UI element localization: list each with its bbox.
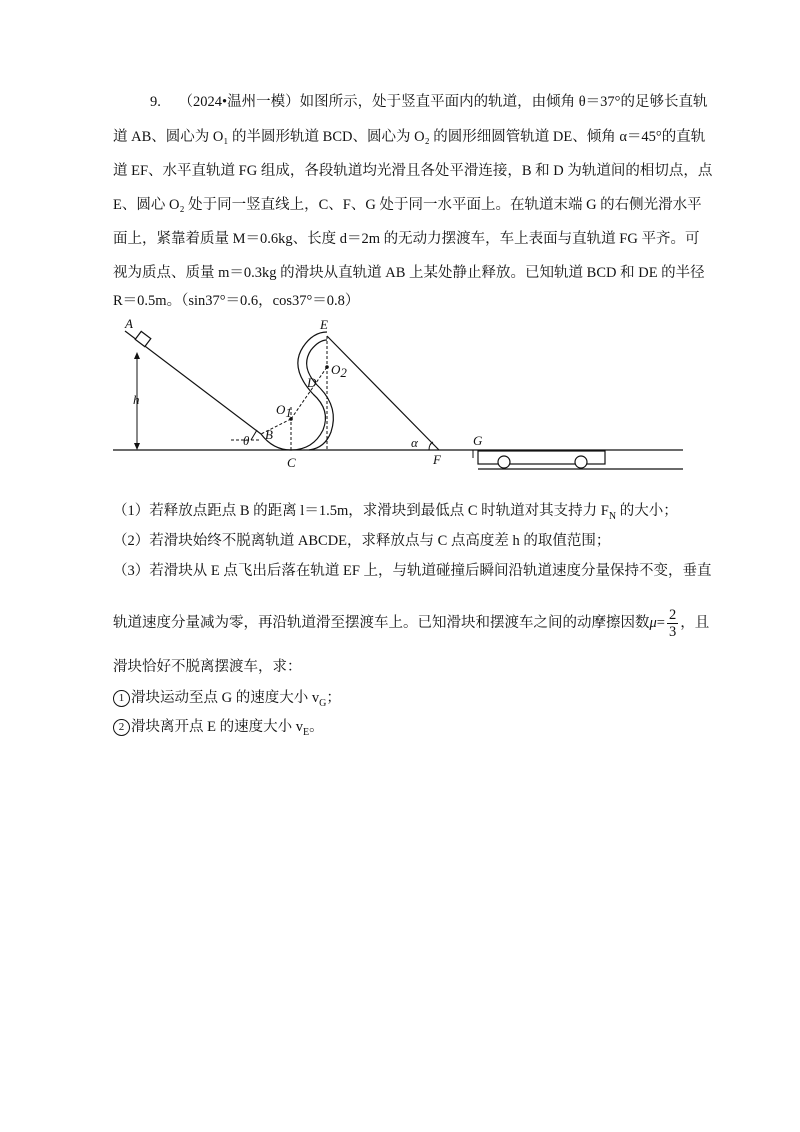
fraction-denominator: 3	[668, 624, 677, 641]
sub-question-1-sub: G	[319, 697, 327, 709]
problem-line-2: 道 AB、圆心为 O₁ 的半圆形轨道 BCD、圆心为 O₂ 的圆形细圆管轨道 DE、倾角 α＝45°的直轨	[113, 129, 706, 145]
circled-two-icon: 2	[113, 719, 130, 736]
label-g: G	[473, 433, 483, 448]
problem-number: 9.	[150, 94, 161, 110]
label-theta: θ	[243, 433, 250, 448]
sub-question-1	[113, 688, 341, 714]
inner-wall	[309, 388, 333, 450]
label-o1	[276, 402, 292, 420]
question-1	[113, 501, 678, 527]
label-o1-sub: 1	[285, 405, 292, 420]
label-a: A	[125, 316, 133, 331]
label-h: h	[133, 392, 140, 407]
question-3-line-2-post: ，且	[680, 615, 710, 631]
problem-line-1	[150, 92, 707, 112]
theta-arc	[251, 430, 257, 440]
fraction-numerator: 2	[668, 607, 677, 624]
center-o2	[325, 365, 329, 369]
sub-question-2	[113, 717, 324, 743]
problem-line-7: R＝0.5m。（sin37°＝0.6，cos37°＝0.8）	[113, 293, 360, 309]
label-c: C	[287, 455, 296, 470]
circled-one-icon: 1	[113, 690, 130, 707]
cart-wheel-left	[498, 456, 510, 468]
sub-question-2-end: 。	[309, 719, 324, 735]
height-arrow-top	[134, 352, 140, 359]
question-1-end: 的大小；	[616, 503, 678, 519]
problem-line-3: 道 EF、水平直轨道 FG 组成，各段轨道均光滑且各处平滑连接，B 和 D 为轨道间的相切点，点	[113, 163, 713, 179]
label-o1-letter: O	[276, 402, 286, 417]
sub-question-2-text: 滑块离开点 E 的速度大小 v	[131, 719, 303, 735]
problem-line-4: E、圆心 O₂ 处于同一竖直线上，C、F、G 处于同一水平面上。在轨道末端 G 的右侧光滑水平	[113, 197, 702, 213]
label-o2-sub: 2	[340, 365, 347, 380]
question-1-text: （1）若释放点距点 B 的距离 l＝1.5m，求滑块到最低点 C 时轨道对其支持力 F	[113, 503, 609, 519]
track-diagram	[113, 312, 693, 477]
question-3-line-3: 滑块恰好不脱离摆渡车，求：	[113, 659, 302, 675]
question-3-line-2	[113, 606, 709, 640]
label-alpha: α	[411, 435, 418, 450]
friction-fraction	[667, 607, 678, 640]
question-3-line-2-pre: 轨道速度分量减为零，再沿轨道滑至摆渡车上。已知滑块和摆渡车之间的动摩擦因数	[113, 615, 650, 631]
sub-question-1-end: ；	[326, 690, 341, 706]
sub-question-2-sub: E	[302, 726, 310, 738]
label-e: E	[320, 317, 328, 332]
problem-line-5: 面上，紧靠着质量 M＝0.6kg、长度 d＝2m 的无动力摆渡车，车上表面与直轨道 FG 平齐。可	[113, 231, 700, 247]
label-d: D	[307, 375, 317, 390]
label-o2-letter: O	[331, 362, 341, 377]
label-f: F	[433, 452, 441, 467]
incline-ef	[327, 336, 439, 450]
label-o2	[331, 362, 347, 380]
problem-line-6: 视为质点、质量 m＝0.3kg 的滑块从直轨道 AB 上某处静止释放。已知轨道 BCD 和 DE 的半径	[113, 265, 705, 281]
question-2: （2）若滑块始终不脱离轨道 ABCDE，求释放点与 C 点高度差 h 的取值范围；	[113, 533, 611, 549]
label-b: B	[265, 427, 273, 442]
equals-sign: =	[656, 615, 665, 631]
problem-text-1: （2024•温州一模）如图所示，处于竖直平面内的轨道，由倾角 θ＝37°的足够长直轨	[178, 94, 708, 110]
slider-block	[135, 331, 151, 346]
mu-symbol: μ	[649, 615, 657, 631]
sub-question-1-text: 滑块运动至点 G 的速度大小 v	[131, 690, 320, 706]
height-arrow-bottom	[134, 443, 140, 450]
question-1-sub: N	[608, 510, 617, 522]
cart-wheel-right	[575, 456, 587, 468]
question-3-line-1: （3）若滑块从 E 点飞出后落在轨道 EF 上，与轨道碰撞后瞬间沿轨道速度分量保持不变，垂直	[113, 563, 712, 579]
